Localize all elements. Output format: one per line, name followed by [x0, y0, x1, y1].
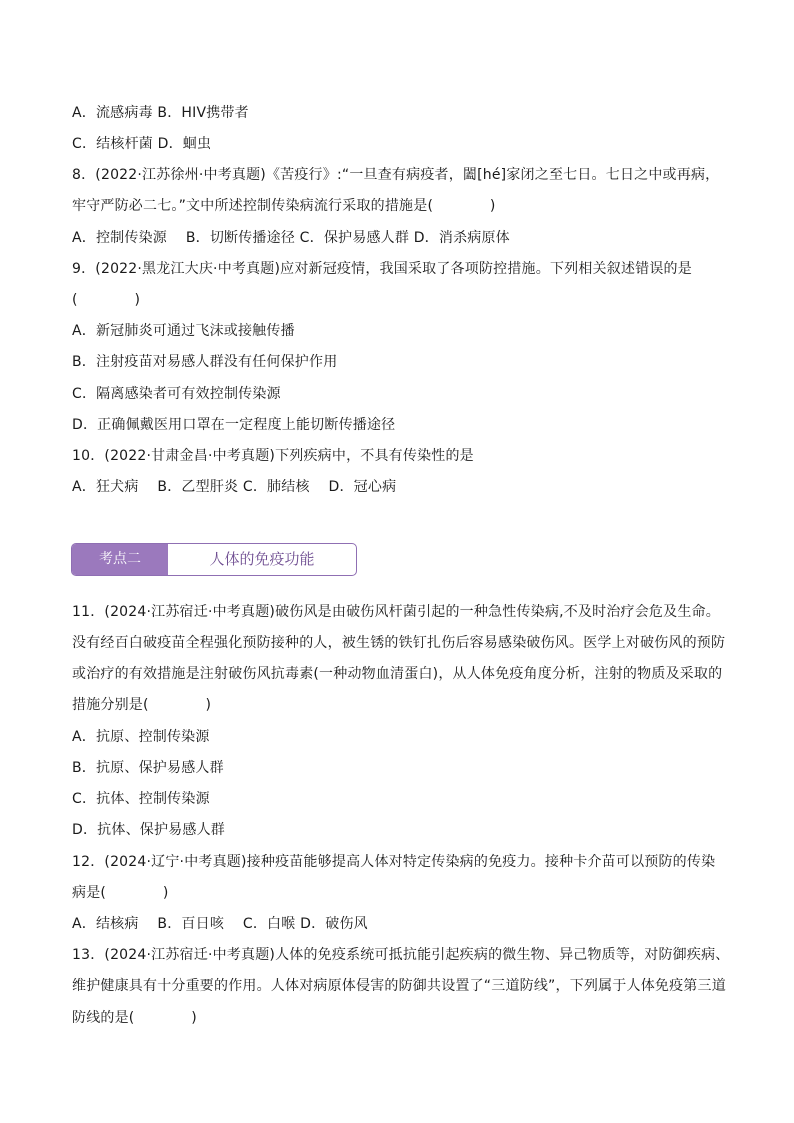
- question-9-line-2: ( ): [72, 292, 141, 308]
- question-11-line-3: 或治疗的有效措施是注射破伤风抗毒素(一种动物血清蛋白)，从人体免疫角度分析，注射的物质及采取的: [72, 666, 723, 682]
- question-11-line-4: 措施分别是( ): [72, 697, 212, 713]
- question-9-line-1: 9．(2022·黑龙江大庆·中考真题)应对新冠疫情，我国采取了各项防控措施。下列相关叙述错误的是: [72, 261, 692, 277]
- question-12-line-2: 病是( ): [72, 885, 169, 901]
- option-line: B．抗原、保护易感人群: [72, 760, 224, 776]
- question-11-line-1: 11．(2024·江苏宿迁·中考真题)破伤风是由破伤风杆菌引起的一种急性传染病,不及时治疗会危及生命。: [72, 604, 720, 620]
- option-line: D．正确佩戴医用口罩在一定程度上能切断传播途径: [72, 417, 396, 433]
- question-12-line-1: 12．(2024·辽宁·中考真题)接种疫苗能够提高人体对特定传染病的免疫力。接种卡介苗可以预防的传染: [72, 854, 716, 870]
- option-line: A．结核病 B．百日咳 C．白喉 D．破伤风: [72, 916, 368, 932]
- question-10-line: 10．(2022·甘肃金昌·中考真题)下列疾病中，不具有传染性的是: [72, 448, 474, 464]
- option-line: C．抗体、控制传染源: [72, 791, 210, 807]
- question-13-line-2: 维护健康具有十分重要的作用。人体对病原体侵害的防御共设置了“三道防线”，下列属于人体免疫第三道: [72, 978, 726, 994]
- section-tag: 考点二: [72, 544, 168, 575]
- question-8-line-1: 8．(2022·江苏徐州·中考真题)《苦疫行》:“一旦查有病疫者，闔[hé]家闭之至七日。七日之中或再病，: [72, 167, 720, 183]
- question-13-line-3: 防线的是( ): [72, 1010, 197, 1026]
- question-8-line-2: 牢守严防必二七。”文中所述控制传染病流行采取的措施是( ): [72, 198, 496, 214]
- option-line: A．抗原、控制传染源: [72, 729, 210, 745]
- option-line: A．狂犬病 B．乙型肝炎 C．肺结核 D．冠心病: [72, 479, 397, 495]
- option-line: A．新冠肺炎可通过飞沫或接触传播: [72, 323, 295, 339]
- question-13-line-1: 13．(2024·江苏宿迁·中考真题)人体的免疫系统可抵抗能引起疾病的微生物、异己物质等，对防御疾病、: [72, 947, 730, 963]
- option-line: C．结核杆菌 D．蛔虫: [72, 136, 212, 152]
- option-line: B．注射疫苗对易感人群没有任何保护作用: [72, 354, 338, 370]
- section-header: [71, 543, 357, 576]
- option-line: A．控制传染源 B．切断传播途径 C．保护易感人群 D．消杀病原体: [72, 230, 510, 246]
- option-line: C．隔离感染者可有效控制传染源: [72, 386, 281, 402]
- option-line: A．流感病毒 B．HIV携带者: [72, 105, 249, 121]
- section-title: 人体的免疫功能: [209, 550, 315, 568]
- option-line: D．抗体、保护易感人群: [72, 822, 225, 838]
- question-11-line-2: 没有经百白破疫苗全程强化预防接种的人，被生锈的铁钉扎伤后容易感染破伤风。医学上对破伤风的预防: [72, 635, 726, 651]
